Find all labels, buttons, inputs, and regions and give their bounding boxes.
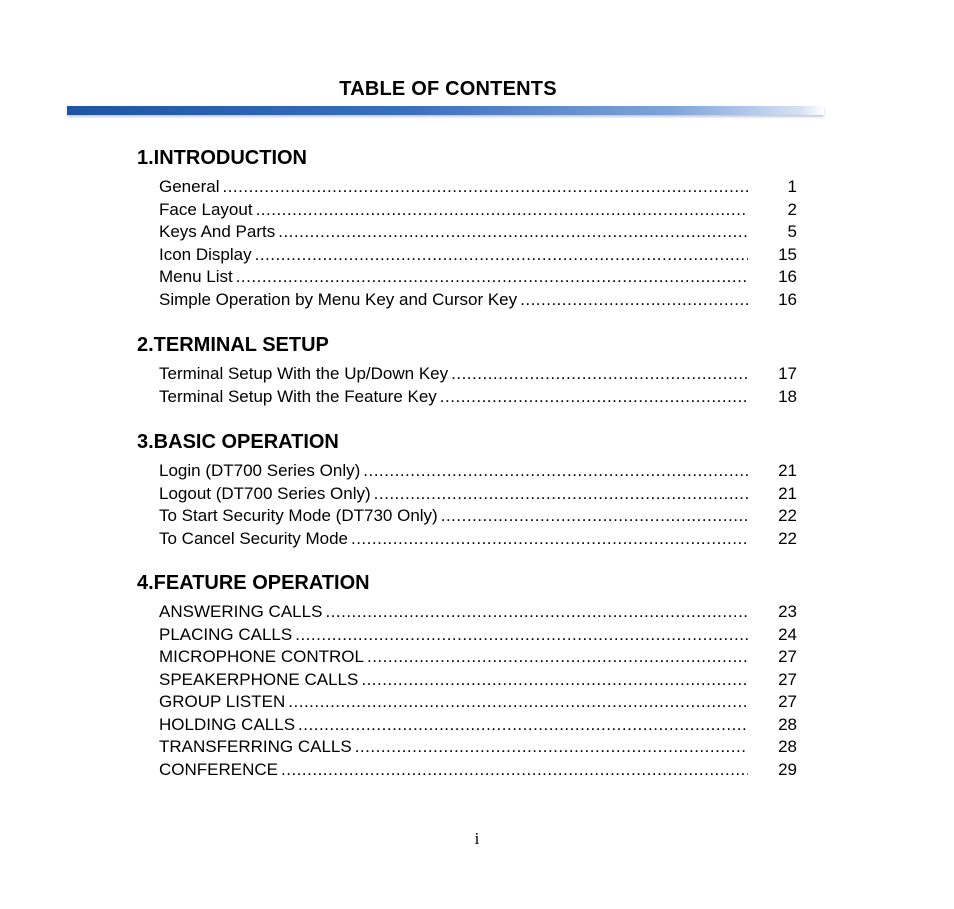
toc-entry-simple-operation[interactable] bbox=[159, 289, 797, 312]
toc-entry-title: Logout (DT700 Series Only) bbox=[159, 483, 374, 506]
toc-sections bbox=[137, 144, 797, 781]
dot-leader bbox=[222, 176, 748, 199]
toc-entry-title: Keys And Parts bbox=[159, 221, 278, 244]
toc-entry-list bbox=[137, 172, 797, 311]
dot-leader bbox=[361, 669, 748, 692]
toc-entry-logout[interactable] bbox=[159, 483, 797, 506]
toc-entry-page: 27 bbox=[778, 669, 797, 689]
toc-entry-general[interactable] bbox=[159, 176, 797, 199]
dot-leader bbox=[441, 505, 748, 528]
toc-entry-login[interactable] bbox=[159, 460, 797, 483]
toc-entry-list bbox=[137, 456, 797, 550]
toc-entry-page: 29 bbox=[778, 759, 797, 779]
toc-entry-title: CONFERENCE bbox=[159, 759, 281, 782]
page-number: i bbox=[474, 829, 480, 848]
toc-entry-title: SPEAKERPHONE CALLS bbox=[159, 669, 361, 692]
toc-entry-page: 16 bbox=[778, 289, 797, 309]
toc-entry-page: 5 bbox=[787, 222, 797, 241]
dot-leader bbox=[520, 289, 748, 312]
toc-entry-title: To Start Security Mode (DT730 Only) bbox=[159, 505, 441, 528]
toc-entry-page: 21 bbox=[778, 461, 797, 480]
dot-leader bbox=[374, 483, 748, 506]
toc-entry-start-security-mode[interactable] bbox=[159, 505, 797, 528]
toc-entry-page: 27 bbox=[778, 692, 797, 711]
toc-entry-page: 28 bbox=[778, 737, 797, 756]
toc-entry-icon-display[interactable] bbox=[159, 244, 797, 267]
dot-leader bbox=[440, 386, 748, 409]
toc-entry-title: General bbox=[159, 176, 222, 199]
toc-entry-title: PLACING CALLS bbox=[159, 624, 295, 647]
toc-entry-cancel-security-mode[interactable] bbox=[159, 528, 797, 551]
toc-section-terminal-setup bbox=[137, 331, 797, 408]
toc-entry-placing-calls[interactable] bbox=[159, 624, 797, 647]
toc-entry-speakerphone-calls[interactable] bbox=[159, 669, 797, 692]
section-spacer bbox=[137, 550, 797, 569]
toc-entry-page: 24 bbox=[778, 624, 797, 644]
section-heading: 3.BASIC OPERATION bbox=[137, 431, 339, 453]
toc-entry-page: 23 bbox=[778, 602, 797, 621]
dot-leader bbox=[351, 528, 748, 551]
toc-entry-title: Login (DT700 Series Only) bbox=[159, 460, 363, 483]
toc-entry-keys-and-parts[interactable] bbox=[159, 221, 797, 244]
toc-entry-page: 28 bbox=[778, 714, 797, 734]
dot-leader bbox=[367, 646, 748, 669]
dot-leader bbox=[236, 266, 748, 289]
toc-entry-list bbox=[137, 597, 797, 781]
dot-leader bbox=[255, 244, 748, 267]
page-title: TABLE OF CONTENTS bbox=[339, 78, 557, 100]
dot-leader bbox=[281, 759, 748, 782]
toc-section-feature-operation bbox=[137, 569, 797, 781]
toc-entry-menu-list[interactable] bbox=[159, 266, 797, 289]
toc-entry-page: 15 bbox=[778, 244, 797, 264]
toc-section-basic-operation bbox=[137, 428, 797, 550]
toc-entry-title: Face Layout bbox=[159, 199, 256, 222]
toc-entry-page: 1 bbox=[787, 177, 797, 196]
toc-entry-group-listen[interactable] bbox=[159, 691, 797, 714]
toc-entry-title: Menu List bbox=[159, 266, 236, 289]
toc-entry-title: Icon Display bbox=[159, 244, 255, 267]
toc-entry-title: ANSWERING CALLS bbox=[159, 601, 325, 624]
toc-entry-page: 16 bbox=[778, 267, 797, 286]
toc-entry-title: To Cancel Security Mode bbox=[159, 528, 351, 551]
toc-entry-title: TRANSFERRING CALLS bbox=[159, 736, 355, 759]
section-spacer bbox=[137, 408, 797, 428]
toc-entry-page: 27 bbox=[778, 647, 797, 666]
toc-entry-transferring-calls[interactable] bbox=[159, 736, 797, 759]
toc-entry-page: 18 bbox=[778, 386, 797, 406]
toc-entry-page: 22 bbox=[778, 528, 797, 548]
toc-entry-page: 2 bbox=[787, 199, 797, 219]
dot-leader bbox=[355, 736, 748, 759]
dot-leader bbox=[256, 199, 748, 222]
toc-entry-title: Terminal Setup With the Up/Down Key bbox=[159, 363, 451, 386]
dot-leader bbox=[295, 624, 748, 647]
toc-entry-face-layout[interactable] bbox=[159, 199, 797, 222]
toc-entry-page: 22 bbox=[778, 506, 797, 525]
section-spacer bbox=[137, 311, 797, 331]
toc-entry-microphone-control[interactable] bbox=[159, 646, 797, 669]
dot-leader bbox=[451, 363, 748, 386]
toc-section-introduction bbox=[137, 144, 797, 311]
section-heading: 1.INTRODUCTION bbox=[137, 147, 307, 169]
dot-leader bbox=[278, 221, 748, 244]
toc-entry-title: Terminal Setup With the Feature Key bbox=[159, 386, 440, 409]
toc-entry-holding-calls[interactable] bbox=[159, 714, 797, 737]
dot-leader bbox=[288, 691, 748, 714]
section-heading: 4.FEATURE OPERATION bbox=[137, 572, 370, 594]
toc-entry-title: MICROPHONE CONTROL bbox=[159, 646, 367, 669]
section-heading: 2.TERMINAL SETUP bbox=[137, 334, 329, 356]
toc-entry-list bbox=[137, 359, 797, 408]
toc-entry-title: Simple Operation by Menu Key and Cursor Key bbox=[159, 289, 520, 312]
toc-entry-title: GROUP LISTEN bbox=[159, 691, 288, 714]
toc-entry-title: HOLDING CALLS bbox=[159, 714, 298, 737]
toc-entry-conference[interactable] bbox=[159, 759, 797, 782]
toc-entry-setup-up-down-key[interactable] bbox=[159, 363, 797, 386]
toc-entry-page: 17 bbox=[778, 364, 797, 383]
toc-entry-answering-calls[interactable] bbox=[159, 601, 797, 624]
dot-leader bbox=[298, 714, 748, 737]
toc-entry-setup-feature-key[interactable] bbox=[159, 386, 797, 409]
dot-leader bbox=[325, 601, 748, 624]
dot-leader bbox=[363, 460, 748, 483]
title-divider bbox=[67, 106, 824, 115]
toc-entry-page: 21 bbox=[778, 483, 797, 503]
